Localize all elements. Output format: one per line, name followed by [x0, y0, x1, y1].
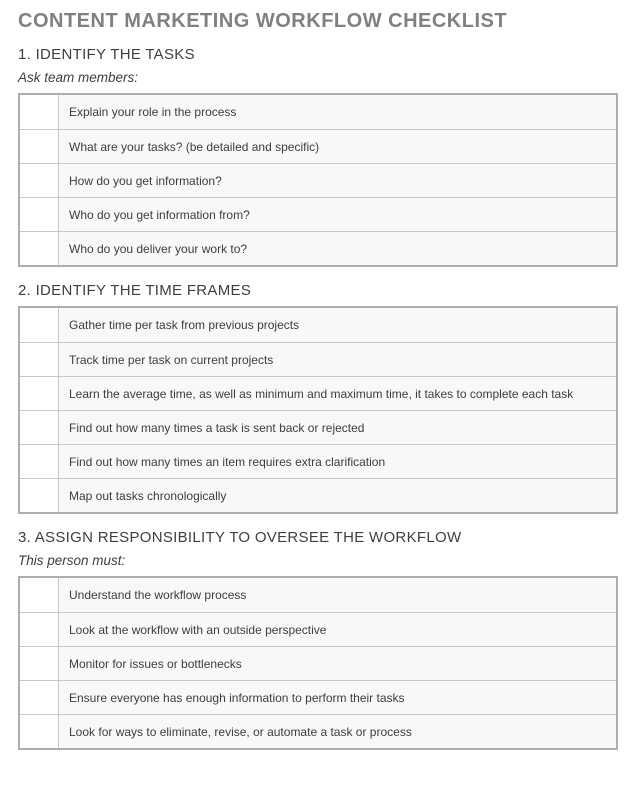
checklist-row	[20, 129, 616, 163]
checkbox-cell[interactable]	[20, 130, 59, 163]
checkbox-cell[interactable]	[20, 308, 59, 342]
checkbox-cell[interactable]	[20, 377, 59, 410]
section-1-subtitle: Ask team members:	[18, 70, 139, 85]
section-1-identify-tasks	[18, 46, 618, 267]
checklist-row	[20, 578, 616, 612]
task-label: Learn the average time, as well as minimum and maximum time, it takes to complete each task	[59, 377, 616, 410]
checkbox-cell[interactable]	[20, 578, 59, 612]
section-3-assign-responsibility	[18, 529, 618, 750]
task-label: Ensure everyone has enough information to perform their tasks	[59, 681, 616, 714]
checkbox-cell[interactable]	[20, 232, 59, 265]
checkbox-cell[interactable]	[20, 164, 59, 197]
checkbox-cell[interactable]	[20, 715, 59, 748]
task-label: Look for ways to eliminate, revise, or automate a task or process	[59, 715, 616, 748]
section-1-checklist	[18, 93, 618, 267]
checklist-row	[20, 410, 616, 444]
task-label: Map out tasks chronologically	[59, 479, 616, 512]
checklist-row	[20, 308, 616, 342]
task-label: Find out how many times an item requires extra clarification	[59, 445, 616, 478]
task-label: Understand the workflow process	[59, 578, 616, 612]
checklist-row	[20, 680, 616, 714]
task-label: What are your tasks? (be detailed and specific)	[59, 130, 616, 163]
task-label: Who do you get information from?	[59, 198, 616, 231]
task-label: Explain your role in the process	[59, 95, 616, 129]
checklist-row	[20, 714, 616, 748]
task-label: Monitor for issues or bottlenecks	[59, 647, 616, 680]
section-3-checklist	[18, 576, 618, 750]
checklist-row	[20, 478, 616, 512]
task-label: Track time per task on current projects	[59, 343, 616, 376]
page-title: CONTENT MARKETING WORKFLOW CHECKLIST	[18, 10, 508, 32]
checkbox-cell[interactable]	[20, 343, 59, 376]
section-2-identify-time-frames	[18, 282, 618, 514]
checkbox-cell[interactable]	[20, 613, 59, 646]
checklist-row	[20, 612, 616, 646]
checklist-row	[20, 342, 616, 376]
section-3-heading: 3. ASSIGN RESPONSIBILITY TO OVERSEE THE WORKFLOW	[18, 529, 462, 546]
checklist-row	[20, 444, 616, 478]
task-label: Look at the workflow with an outside perspective	[59, 613, 616, 646]
task-label: Find out how many times a task is sent back or rejected	[59, 411, 616, 444]
checklist-row	[20, 95, 616, 129]
section-2-heading: 2. IDENTIFY THE TIME FRAMES	[18, 282, 252, 299]
section-3-subtitle: This person must:	[18, 553, 126, 568]
checkbox-cell[interactable]	[20, 681, 59, 714]
checkbox-cell[interactable]	[20, 479, 59, 512]
checkbox-cell[interactable]	[20, 198, 59, 231]
task-label: How do you get information?	[59, 164, 616, 197]
section-2-checklist	[18, 306, 618, 514]
checklist-row	[20, 646, 616, 680]
checklist-row	[20, 376, 616, 410]
checkbox-cell[interactable]	[20, 647, 59, 680]
checkbox-cell[interactable]	[20, 445, 59, 478]
task-label: Who do you deliver your work to?	[59, 232, 616, 265]
checklist-row	[20, 197, 616, 231]
checkbox-cell[interactable]	[20, 95, 59, 129]
task-label: Gather time per task from previous projects	[59, 308, 616, 342]
checkbox-cell[interactable]	[20, 411, 59, 444]
checklist-row	[20, 231, 616, 265]
checklist-row	[20, 163, 616, 197]
section-1-heading: 1. IDENTIFY THE TASKS	[18, 46, 195, 63]
